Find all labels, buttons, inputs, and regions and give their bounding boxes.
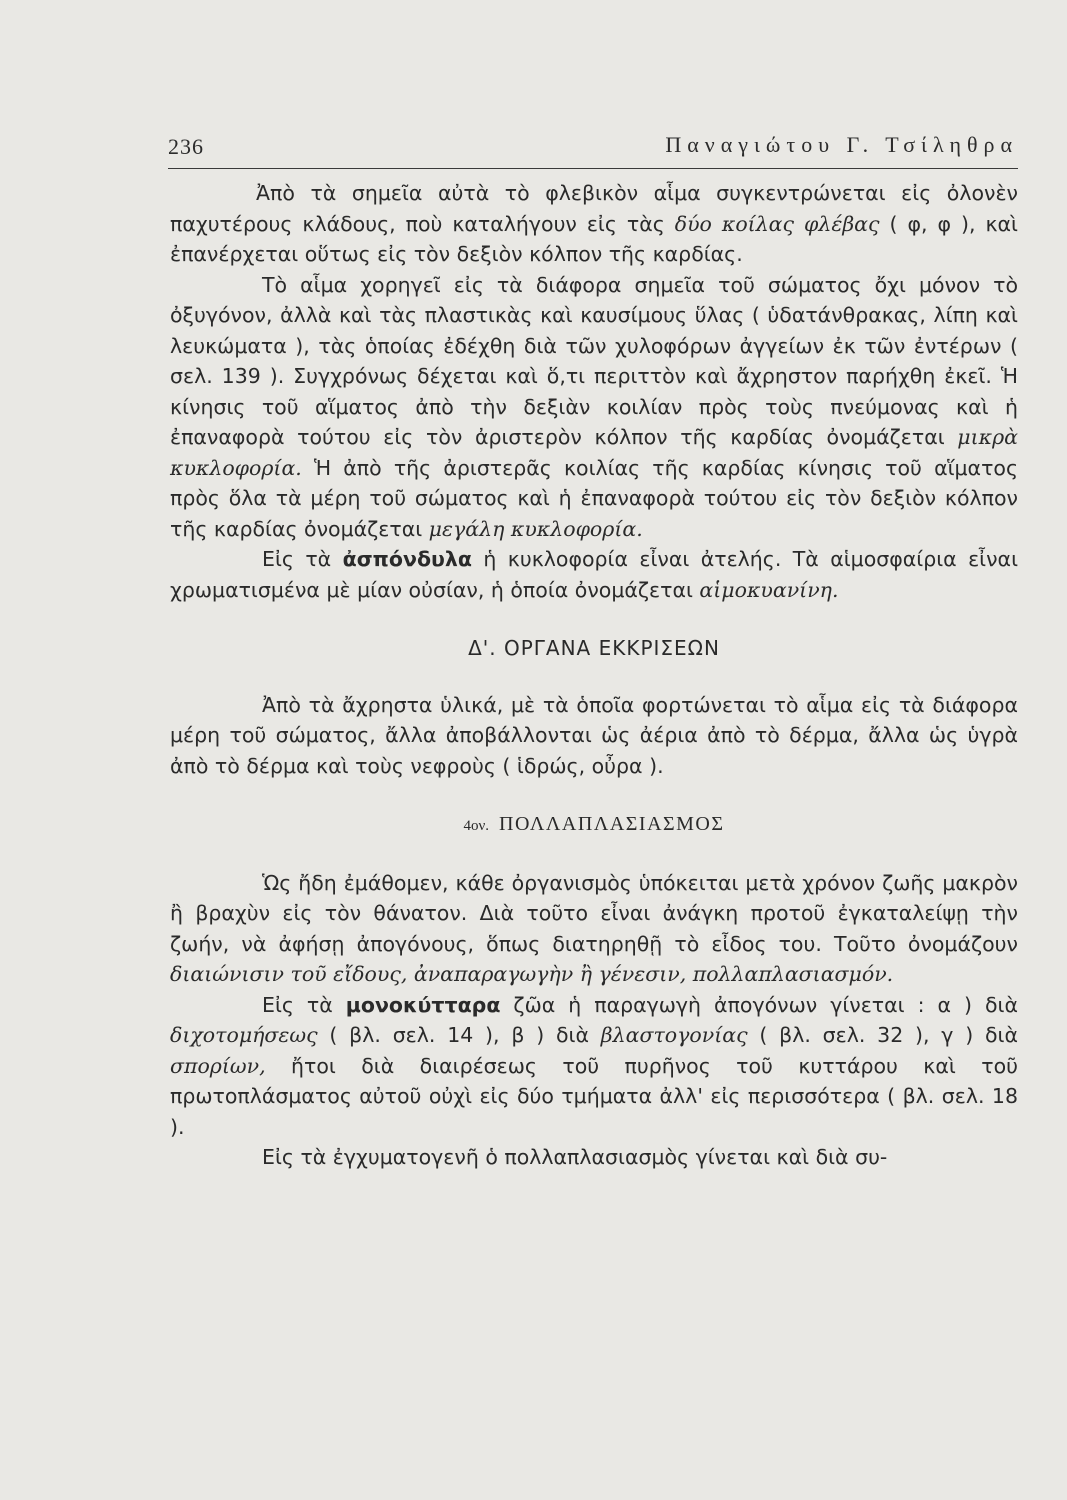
paragraph-unicellular: Εἰς τὰ μονοκύτταρα ζῶα ἡ παραγωγὴ ἀπογόνων γίνεται : α ) διὰ διχοτομήσεως ( βλ. σελ. 14 ), β ) διὰ βλαστογονίας ( βλ. σελ. 32 ), γ ) διὰ σπορίων, ἤτοι διὰ διαιρέσεως τοῦ πυρῆνος τοῦ κυττάρου καὶ τοῦ πρωτοπλάσματος αὐτοῦ οὐχὶ εἰς δύο τμήματα ἀλλ' εἰς περισσότερα ( βλ. σελ. 18 ). xyxy=(170,992,1018,1139)
italic-term: μικρὰ κυκλοφορία. xyxy=(170,425,1018,480)
italic-term: αἱμοκυανίνη. xyxy=(699,577,839,602)
section-heading-reproduction xyxy=(170,809,1018,842)
paragraph-invertebrates: Εἰς τὰ ἀσπόνδυλα ἡ κυκλοφορία εἶναι ἀτελής. Τὰ αἱμοσφαίρια εἶναι χρωματισμένα μὲ μίαν οὐσίαν, ἡ ὁποία ὀνομάζεται αἱμοκυανίνη. xyxy=(170,547,1019,602)
section-heading-excretion: Δ'. ΟΡΓΑΝΑ ΕΚΚΡΙΣΕΩΝ xyxy=(468,636,720,660)
italic-term: διαιώνισιν τοῦ εἴδους, ἀναπαραγωγὴν ἢ γένεσιν, πολλαπλασιασμόν. xyxy=(170,962,894,986)
paragraph-reproduction-intro: Ὡς ἤδη ἐμάθομεν, κάθε ὀργανισμὸς ὑπόκειται μετὰ χρόνον ζωῆς μακρὸν ἢ βραχὺν εἰς τὸν θάνατον. Διὰ τοῦτο εἶναι ἀνάγκη προτοῦ ἐγκαταλείψῃ τὴν ζωήν, νὰ ἀφήσῃ ἀπογόνους, ὅπως διατηρηθῇ τὸ εἶδος του. Τοῦτο ὀνομάζουν διαιώνισιν τοῦ εἴδους, ἀναπαραγωγὴν ἢ γένεσιν, πολλαπλασιασμόν. xyxy=(170,870,1018,986)
section-title: ΠΟΛΛΑΠΛΑΣΙΑΣΜΟΣ xyxy=(499,813,725,835)
paragraph-circulation: Τὸ αἷμα χορηγεῖ εἰς τὰ διάφορα σημεῖα τοῦ σώματος ὄχι μόνον τὸ ὀξυγόνον, ἀλλὰ καὶ τὰς πλαστικὰς καὶ καυσίμους ὕλας ( ὑδατάνθρακας, λίπη καὶ λευκώματα ), τὰς ὁποίας ἐδέχθη διὰ τῶν χυλοφόρων ἀγγείων ἐκ τῶν ἐντέρων ( σελ. 139 ). Συγχρόνως δέχεται καὶ ὅ,τι περιττὸν καὶ ἄχρηστον παρήχθη ἐκεῖ. Ἡ κίνησις τοῦ αἵματος ἀπὸ τὴν δεξιὰν κοιλίαν πρὸς τοὺς πνεύμονας καὶ ἡ ἐπαναφορὰ τούτου εἰς τὸν ἀριστερὸν κόλπον τῆς καρδίας ὀνομάζεται μικρὰ κυκλοφορία. Ἡ ἀπὸ τῆς ἀριστερᾶς κοιλίας τῆς καρδίας κίνησις τοῦ αἵματος πρὸς ὅλα τὰ μέρη τοῦ σώματος καὶ ἡ ἐπαναφορὰ τούτου εἰς τὸν δεξιὸν κόλπον τῆς καρδίας ὀνομάζεται μεγάλη κυκλοφορία. xyxy=(170,272,1018,541)
bold-term: ἀσπόνδυλα xyxy=(342,547,472,571)
paragraph-excretion: Ἀπὸ τὰ ἄχρηστα ὑλικά, μὲ τὰ ὁποῖα φορτώνεται τὸ αἷμα εἰς τὰ διάφορα μέρη τοῦ σώματος, ἄλλα ἀποβάλλονται ὡς ἀέρια ἀπὸ τὸ δέρμα, ἄλλα ὡς ὑγρὰ ἀπὸ τὸ δέρμα καὶ τοὺς νεφροὺς ( ἱδρώς, οὖρα ). xyxy=(170,692,1018,778)
italic-term: διχοτομήσεως xyxy=(170,1023,318,1047)
body-text xyxy=(170,178,1018,1173)
paragraph-parenchymal: Εἰς τὰ ἐγχυματογενῆ ὁ πολλαπλασιασμὸς γίνεται καὶ διὰ συ- xyxy=(262,1145,888,1169)
running-title: Παναγιώτου Γ. Τσίληθρα xyxy=(665,132,1018,157)
paragraph-venous-blood: Ἀπὸ τὰ σημεῖα αὐτὰ τὸ φλεβικὸν αἷμα συγκεντρώνεται εἰς ὀλονὲν παχυτέρους κλάδους, ποὺ καταλήγουν εἰς τὰς δύο κοίλας φλέβας ( φ, φ ), καὶ ἐπανέρχεται οὕτως εἰς τὸν δεξιὸν κόλπον τῆς καρδίας. xyxy=(170,181,1018,266)
bold-term: μονοκύτταρα xyxy=(345,992,501,1017)
page-number: 236 xyxy=(168,134,204,159)
italic-term: σπορίων, xyxy=(170,1053,266,1078)
header-rule xyxy=(168,168,1018,169)
italic-term: μεγάλη κυκλοφορία. xyxy=(428,516,643,541)
page-header xyxy=(168,128,1018,168)
italic-term: δύο κοίλας φλέβας xyxy=(674,211,880,236)
italic-term: βλαστογονίας xyxy=(600,1023,748,1047)
section-number: 4ον. xyxy=(463,818,489,834)
